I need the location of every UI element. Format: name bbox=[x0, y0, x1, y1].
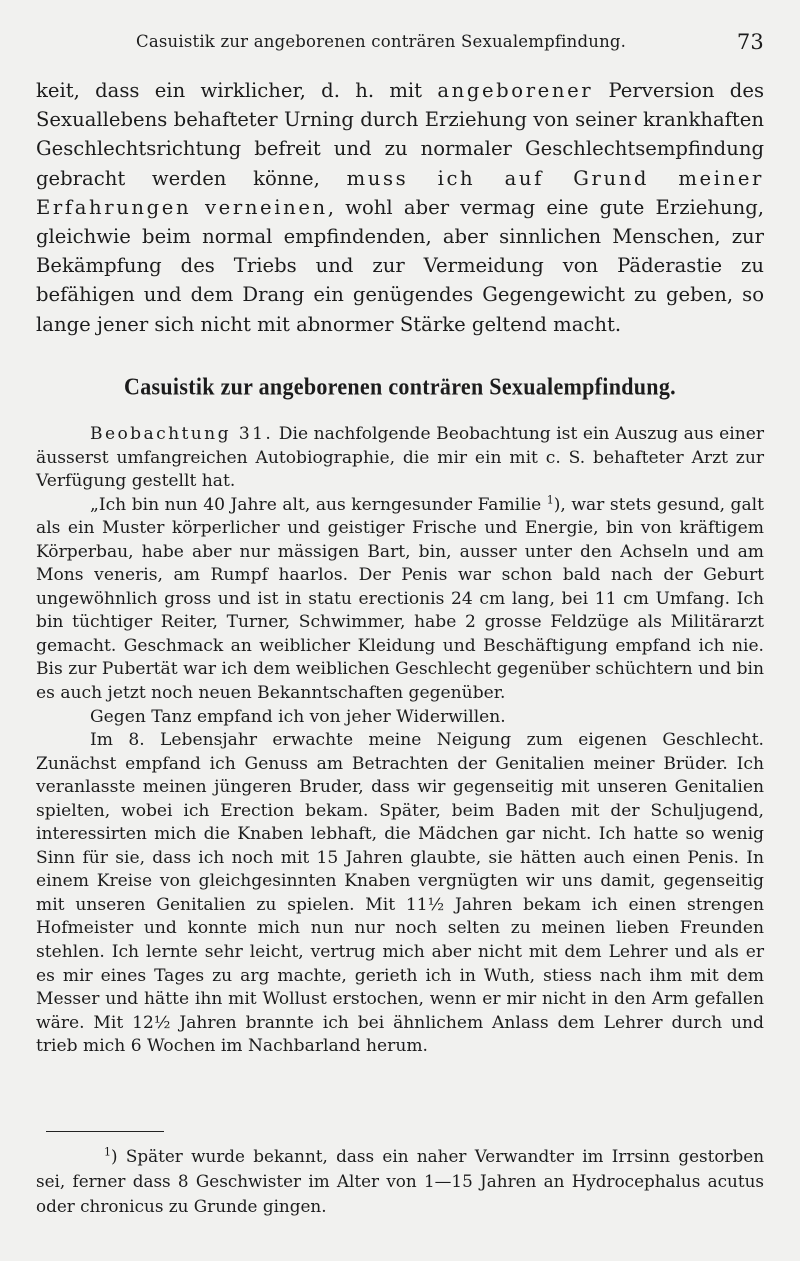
paragraph-1 bbox=[36, 494, 764, 706]
observation-intro bbox=[36, 423, 764, 494]
observation-intro-text: Die nachfolgende Beobachtung ist ein Auszug aus einer äusserst umfangreichen Autobiographie, die mir ein mit c. S. behafteter Arzt zur Verfügung gestellt hat. bbox=[36, 424, 764, 492]
footnote-marker: 1 bbox=[104, 1145, 111, 1159]
footnote bbox=[36, 1144, 764, 1220]
page-number: 73 bbox=[736, 30, 764, 54]
top-paragraph-text-1: keit, dass ein wirklicher, d. h. mit bbox=[36, 79, 438, 102]
footnote-text: ) Später wurde bekannt, dass ein naher Verwandter im Irrsinn gestorben sei, ferner dass 8 Geschwister im Alter von 1—15 Jahren an Hydrocephalus acutus oder chronicus zu Grunde gingen. bbox=[36, 1146, 764, 1217]
running-title: Casuistik zur angeborenen conträren Sexualempfindung. bbox=[136, 32, 627, 51]
observation-label: Beobachtung 31. bbox=[90, 424, 274, 444]
paragraph-3: Im 8. Lebensjahr erwachte meine Neigung zum eigenen Geschlecht. Zunächst empfand ich Genuss am Betrachten der Genitalien meiner Brüder. Ich veranlasste meinen jüngeren Bruder, dass wir gegenseitig mit unseren Genitalien spielten, wobei ich Erection bekam. Später, beim Baden mit der Schuljugend, interessirten mich die Knaben lebhaft, die Mädchen gar nicht. Ich hatte so wenig Sinn für sie, dass ich noch mit 15 Jahren glaubte, sie hätten auch einen Penis. In einem Kreise von gleichgesinnten Knaben vergnügten wir uns damit, gegenseitig mit unseren Genitalien zu spielen. Mit 11½ Jahren bekam ich einen strengen Hofmeister und konnte mich nun nur noch selten zu meinen lieben Freunden stehlen. Ich lernte sehr leicht, vertrug mich aber nicht mit dem Lehrer und als er es mir eines Tages zu arg machte, gerieth ich in Wuth, stiess nach ihm mit dem Messer und hätte ihn mit Wollust erstochen, wenn er mir nicht in den Arm gefallen wäre. Mit 12½ Jahren brannte ich bei ähnlichem Anlass dem Lehrer durch und trieb mich 6 Wochen im Nachbarland herum. bbox=[36, 730, 764, 1057]
footnote-rule bbox=[46, 1131, 164, 1132]
footnote-ref[interactable]: 1 bbox=[546, 492, 554, 506]
paragraph-1-text-b: ), war stets gesund, galt als ein Muster körperlicher und geistiger Frische und Energie, bin von kräftigem Körperbau, habe aber nur mässigen Bart, bin, ausser unter den Achseln und am Mons veneris, am Rumpf haarlos. Der Penis war schon bald nach der Geburt ungewöhnlich gross und ist in statu erectionis 24 cm lang, bei 11 cm Umfang. Ich bin tüchtiger Reiter, Turner, Schwimmer, habe 2 grosse Feldzüge als Militärarzt gemacht. Geschmack an weiblicher Kleidung und Beschäftigung empfand ich nie. Bis zur Pubertät war ich dem weiblichen Geschlecht gegenüber schüchtern und bin es auch jetzt noch neuen Bekanntschaften gegenüber. bbox=[36, 494, 764, 704]
top-paragraph bbox=[36, 76, 764, 339]
observation-body bbox=[36, 423, 764, 1059]
paragraph-1-text-a: „Ich bin nun 40 Jahre alt, aus kerngesunder Familie bbox=[90, 494, 547, 515]
spaced-emphasis-1: angeborener bbox=[437, 79, 594, 102]
top-paragraph-text-2: Perversion des Sexuallebens behafteter Urning durch Erziehung von seiner krankhaften Geschlechtsrichtung befreit und zu normaler Geschlechtsempfindung gebracht werden könne, bbox=[36, 79, 764, 190]
spaced-emphasis-2: muss ich auf Grund meiner Erfahrungen verneinen bbox=[36, 166, 764, 219]
top-paragraph-text-3: , wohl aber vermag eine gute Erziehung, gleichwie beim normal empfindenden, aber sinnlichen Menschen, zur Bekämpfung des Triebs und zur Vermeidung von Päderastie zu befähigen und dem Drang ein genügendes Gegengewicht zu geben, so lange jener sich nicht mit abnormer Stärke geltend macht. bbox=[36, 195, 765, 336]
paragraph-2: Gegen Tanz empfand ich von jeher Widerwillen. bbox=[90, 706, 506, 727]
section-title: Casuistik zur angeborenen conträren Sexualempfindung. bbox=[124, 372, 676, 401]
